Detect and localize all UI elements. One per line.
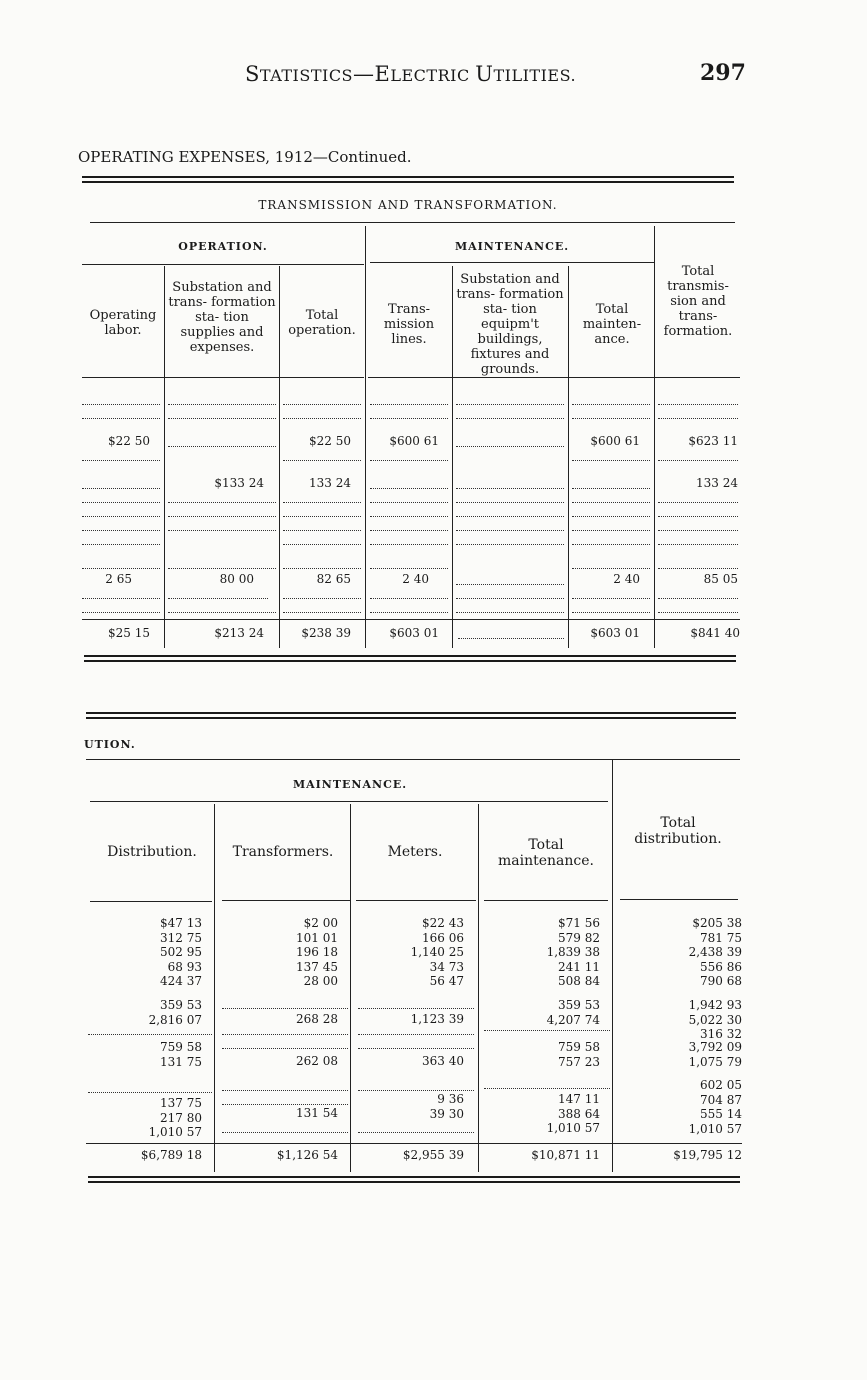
group-operation: OPERATION. bbox=[178, 240, 268, 253]
dots bbox=[283, 568, 361, 569]
dots bbox=[358, 1008, 474, 1009]
dots bbox=[358, 1034, 474, 1035]
dots bbox=[168, 612, 276, 613]
dots bbox=[658, 612, 738, 613]
t1-r3-supplies: 80 00 bbox=[219, 572, 254, 586]
dots bbox=[82, 488, 160, 489]
dots bbox=[168, 502, 276, 503]
dots bbox=[370, 502, 448, 503]
dots bbox=[658, 530, 738, 531]
dots bbox=[370, 516, 448, 517]
double-rule-bottom-2 bbox=[88, 1181, 740, 1183]
rule bbox=[484, 900, 608, 901]
rule bbox=[654, 226, 655, 648]
t2-b4-meters: 9 36 39 30 bbox=[429, 1092, 464, 1121]
col-total-transmission: Total transmis- sion and trans- formation. bbox=[663, 264, 733, 339]
dots bbox=[456, 488, 564, 489]
rule bbox=[90, 801, 608, 802]
t1-r1-lines: $600 61 bbox=[389, 434, 439, 448]
t2-b4-total-maint: 147 11 388 64 1,010 57 bbox=[546, 1092, 600, 1135]
dots bbox=[283, 612, 361, 613]
dots bbox=[283, 460, 361, 461]
dots bbox=[572, 418, 650, 419]
dots bbox=[572, 568, 650, 569]
group-maintenance: MAINTENANCE. bbox=[292, 778, 408, 791]
t2-b4-distribution: 137 75 217 80 1,010 57 bbox=[148, 1096, 202, 1139]
t2-b1-total-maint: $71 56 579 82 1,839 38 241 11 508 84 bbox=[546, 916, 600, 988]
dots bbox=[168, 516, 276, 517]
t2-total-total-dist: $19,795 12 bbox=[673, 1148, 742, 1162]
t2-b3-total-maint: 759 58 757 23 bbox=[558, 1040, 600, 1069]
dots bbox=[658, 418, 738, 419]
dots bbox=[370, 530, 448, 531]
dots bbox=[658, 544, 738, 545]
dots bbox=[222, 1132, 348, 1133]
t2-b2-total-dist: 1,942 93 5,022 30 316 32 bbox=[688, 998, 742, 1041]
t2-b1-distribution: $47 13 312 75 502 95 68 93 424 37 bbox=[160, 916, 202, 988]
dots bbox=[456, 530, 564, 531]
dots bbox=[168, 446, 276, 447]
dots bbox=[283, 502, 361, 503]
dots bbox=[370, 488, 448, 489]
rule bbox=[164, 266, 165, 648]
dots bbox=[82, 598, 160, 599]
rule bbox=[620, 899, 738, 900]
col-transmission-lines: Trans- mission lines. bbox=[383, 302, 435, 347]
dots bbox=[82, 516, 160, 517]
double-rule-bottom bbox=[88, 1176, 740, 1178]
rule bbox=[90, 222, 735, 223]
dots bbox=[456, 544, 564, 545]
rule bbox=[365, 226, 366, 648]
t2-b1-meters: $22 43 166 06 1,140 25 34 73 56 47 bbox=[410, 916, 464, 988]
rule bbox=[214, 804, 215, 1172]
t1-total-total: $841 40 bbox=[690, 626, 740, 640]
rule bbox=[612, 760, 613, 1172]
dots bbox=[456, 584, 564, 585]
dots bbox=[456, 502, 564, 503]
col-substation-supplies: Substation and trans- formation sta- tion supplies and expenses. bbox=[168, 280, 276, 355]
dots bbox=[370, 544, 448, 545]
dots bbox=[370, 612, 448, 613]
rule bbox=[568, 266, 569, 648]
dots bbox=[456, 516, 564, 517]
dots bbox=[168, 530, 276, 531]
dots bbox=[168, 404, 276, 405]
rule bbox=[350, 804, 351, 1172]
rule bbox=[279, 266, 280, 648]
dots bbox=[222, 1008, 348, 1009]
t2-b4-total-dist: 602 05 704 87 555 14 1,010 57 bbox=[688, 1078, 742, 1136]
t2-total-meters: $2,955 39 bbox=[402, 1148, 464, 1162]
dots bbox=[222, 1048, 348, 1049]
t1-r1-total: $623 11 bbox=[688, 434, 738, 448]
rule bbox=[90, 901, 212, 902]
dots bbox=[658, 598, 738, 599]
dots bbox=[88, 1034, 212, 1035]
col-total-distribution: Total distribution. bbox=[634, 815, 722, 847]
t2-total-total-maint: $10,871 11 bbox=[531, 1148, 600, 1162]
dots bbox=[283, 516, 361, 517]
dots bbox=[572, 516, 650, 517]
t1-r3-total-op: 82 65 bbox=[316, 572, 351, 586]
t2-b2-meters: 1,123 39 bbox=[410, 1012, 464, 1026]
dots bbox=[572, 460, 650, 461]
dots bbox=[283, 530, 361, 531]
dots bbox=[358, 1132, 474, 1133]
table-caption: TRANSMISSION AND TRANSFORMATION. bbox=[258, 198, 558, 212]
dots bbox=[283, 598, 361, 599]
dots bbox=[572, 530, 650, 531]
t1-total-maint: $603 01 bbox=[590, 626, 640, 640]
rule bbox=[86, 759, 740, 760]
dots bbox=[370, 568, 448, 569]
rule bbox=[86, 1143, 742, 1144]
dots bbox=[572, 502, 650, 503]
dots bbox=[82, 502, 160, 503]
double-rule-top-2 bbox=[86, 717, 736, 719]
dots bbox=[658, 516, 738, 517]
col-total-operation: Total operation. bbox=[288, 308, 356, 338]
dots bbox=[82, 530, 160, 531]
dots bbox=[283, 418, 361, 419]
rule bbox=[82, 264, 364, 265]
t2-b1-transformers: $2 00 101 01 196 18 137 45 28 00 bbox=[296, 916, 338, 988]
double-rule-bottom-2 bbox=[84, 660, 736, 662]
t1-r1-labor: $22 50 bbox=[108, 434, 150, 448]
t1-total-lines: $603 01 bbox=[389, 626, 439, 640]
col-total-maintenance: Total maintenance. bbox=[498, 837, 594, 869]
t2-b1-total-dist: $205 38 781 75 2,438 39 556 86 790 68 bbox=[688, 916, 742, 988]
dots bbox=[358, 1048, 474, 1049]
rule bbox=[356, 900, 476, 901]
t2-b3-total-dist: 3,792 09 1,075 79 bbox=[688, 1040, 742, 1069]
rule bbox=[222, 900, 350, 901]
t1-r2-supplies: $133 24 bbox=[214, 476, 264, 490]
t1-total-op: $238 39 bbox=[301, 626, 351, 640]
rule bbox=[82, 619, 740, 620]
t1-r1-total-op: $22 50 bbox=[309, 434, 351, 448]
t1-r3-lines: 2 40 bbox=[402, 572, 429, 586]
rule bbox=[478, 804, 479, 1172]
dots bbox=[88, 1092, 212, 1093]
dots bbox=[168, 418, 276, 419]
double-rule-bottom bbox=[84, 655, 736, 657]
dots bbox=[168, 598, 268, 599]
t2-b3-transformers: 262 08 bbox=[296, 1054, 338, 1068]
dots bbox=[358, 1090, 474, 1091]
col-operating-labor: Operating labor. bbox=[89, 308, 157, 338]
dots bbox=[82, 544, 160, 545]
rule bbox=[82, 377, 364, 378]
dots bbox=[370, 418, 448, 419]
dots bbox=[370, 598, 448, 599]
t1-r3-labor: 2 65 bbox=[105, 572, 132, 586]
dots bbox=[370, 460, 448, 461]
t2-total-transformers: $1,126 54 bbox=[276, 1148, 338, 1162]
section-heading: OPERATING EXPENSES, 1912—Continued. bbox=[78, 148, 412, 166]
dots bbox=[484, 1030, 610, 1031]
dots bbox=[456, 446, 564, 447]
dots bbox=[572, 404, 650, 405]
dots bbox=[283, 404, 361, 405]
rule bbox=[368, 377, 740, 378]
double-rule-top bbox=[86, 712, 736, 714]
group-maintenance: MAINTENANCE. bbox=[454, 240, 570, 253]
dots bbox=[658, 568, 738, 569]
dots bbox=[168, 568, 276, 569]
t2-b3-meters: 363 40 bbox=[422, 1054, 464, 1068]
t2-b3-distribution: 759 58 131 75 bbox=[160, 1040, 202, 1069]
dots bbox=[572, 544, 650, 545]
double-rule-top bbox=[82, 176, 734, 178]
t1-r3-total: 85 05 bbox=[703, 572, 738, 586]
dots bbox=[456, 598, 564, 599]
dots bbox=[82, 568, 160, 569]
col-distribution: Distribution. bbox=[107, 844, 197, 860]
t2-b2-distribution: 359 53 2,816 07 bbox=[148, 998, 202, 1027]
t2-total-distribution: $6,789 18 bbox=[140, 1148, 202, 1162]
dots bbox=[222, 1090, 348, 1091]
dots bbox=[82, 612, 160, 613]
dots bbox=[572, 488, 650, 489]
dots bbox=[82, 404, 160, 405]
t1-r3-total-maint: 2 40 bbox=[613, 572, 640, 586]
col-substation-equipment: Substation and trans- formation sta- tion equipm't buildings, fixtures and grounds. bbox=[456, 272, 564, 377]
dots bbox=[222, 1034, 348, 1035]
t1-total-supplies: $213 24 bbox=[214, 626, 264, 640]
running-title: STATISTICS—ELECTRIC UTILITIES. bbox=[245, 62, 577, 86]
dots bbox=[484, 1088, 610, 1089]
col-meters: Meters. bbox=[387, 844, 443, 860]
t1-total-labor: $25 15 bbox=[108, 626, 150, 640]
t1-r1-total-maint: $600 61 bbox=[590, 434, 640, 448]
t2-b4-transformers: 131 54 bbox=[296, 1106, 338, 1120]
dots bbox=[283, 544, 361, 545]
dots bbox=[456, 612, 564, 613]
page-number: 297 bbox=[700, 60, 746, 86]
dots bbox=[658, 502, 738, 503]
caption-fragment: UTION. bbox=[84, 738, 136, 751]
dots bbox=[222, 1104, 348, 1105]
dots bbox=[82, 460, 160, 461]
dots bbox=[572, 598, 650, 599]
dots bbox=[456, 418, 564, 419]
rule bbox=[452, 266, 453, 648]
t1-r2-total-op: 133 24 bbox=[309, 476, 351, 490]
dots bbox=[82, 418, 160, 419]
dots bbox=[658, 460, 738, 461]
rule bbox=[370, 262, 654, 263]
dots bbox=[572, 612, 650, 613]
dots bbox=[456, 404, 564, 405]
col-transformers: Transformers. bbox=[232, 844, 334, 860]
dots bbox=[458, 638, 564, 639]
t2-b2-transformers: 268 28 bbox=[296, 1012, 338, 1026]
dots bbox=[658, 404, 738, 405]
dots bbox=[370, 404, 448, 405]
t1-r2-total: 133 24 bbox=[696, 476, 738, 490]
t2-b2-total-maint: 359 53 4,207 74 bbox=[546, 998, 600, 1027]
col-total-maintenance: Total mainten- ance. bbox=[582, 302, 642, 347]
double-rule-top-2 bbox=[82, 181, 734, 183]
